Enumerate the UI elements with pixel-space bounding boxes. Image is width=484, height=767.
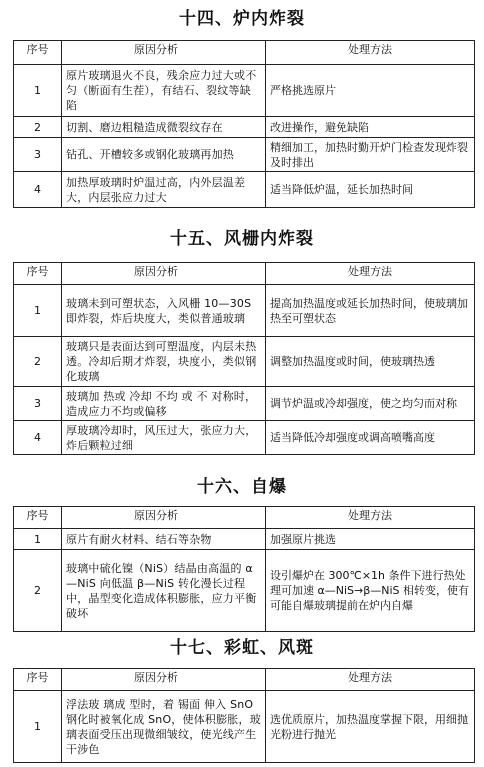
row-cause: 浮法玻 璃成 型时，着 锡面 伸入 SnO 钢化时被氧化成 SnO，使体积膨胀，玻璃表面受压出现微细皱纹，使光线产生干涉色 bbox=[62, 691, 266, 763]
row-number: 1 bbox=[14, 285, 62, 337]
row-cause: 原片有耐火材料、结石等杂物 bbox=[62, 529, 266, 550]
table-header-row bbox=[14, 507, 475, 529]
row-number: 1 bbox=[14, 65, 62, 117]
table-section-15 bbox=[13, 262, 475, 455]
row-number: 3 bbox=[14, 138, 62, 172]
header-no: 序号 bbox=[14, 507, 62, 529]
row-cause: 原片玻璃退火不良，残余应力过大或不匀（断面有生茬），有结石、裂纹等缺陷 bbox=[62, 65, 266, 117]
header-cause: 原因分析 bbox=[62, 41, 266, 65]
table-row bbox=[14, 172, 475, 208]
row-cause: 玻璃加 热或 冷却 不均 或 不 对称时，造成应力不均或偏移 bbox=[62, 387, 266, 421]
row-cause: 玻璃未到可塑状态，入风栅 10—30S 即炸裂，炸后块度大，类似普通玻璃 bbox=[62, 285, 266, 337]
header-cause: 原因分析 bbox=[62, 263, 266, 285]
row-cause: 玻璃只是表面达到可塑温度，内层未热透。冷却后期才炸裂，块度小，类似钢化玻璃 bbox=[62, 337, 266, 387]
table-row bbox=[14, 529, 475, 550]
row-number: 2 bbox=[14, 550, 62, 632]
row-method: 适当降低炉温，延长加热时间 bbox=[266, 172, 475, 208]
table-section-16 bbox=[13, 506, 475, 632]
row-method: 改进操作，避免缺陷 bbox=[266, 117, 475, 138]
row-method: 适当降低冷却强度或调高喷嘴高度 bbox=[266, 421, 475, 455]
row-cause: 玻璃中硫化镍（NiS）结晶由高温的 α—NiS 向低温 β—NiS 转化漫长过程中，晶型变化造成体积膨胀，应力平衡破坏 bbox=[62, 550, 266, 632]
row-cause: 钻孔、开槽较多或钢化玻璃再加热 bbox=[62, 138, 266, 172]
table-row bbox=[14, 65, 475, 117]
table-row bbox=[14, 138, 475, 172]
header-no: 序号 bbox=[14, 263, 62, 285]
section-title-17: 十七、彩虹、风斑 bbox=[170, 638, 314, 658]
row-cause: 厚玻璃冷却时，风压过大，张应力大，炸后颗粒过细 bbox=[62, 421, 266, 455]
row-cause: 加热厚玻璃时炉温过高，内外层温差大，内层张应力过大 bbox=[62, 172, 266, 208]
table-row bbox=[14, 117, 475, 138]
table-row bbox=[14, 285, 475, 337]
row-method: 设引爆炉在 300℃×1h 条件下进行热处理可加速 α—NiS→β—NiS 相转变，使有可能自爆玻璃提前在炉内自爆 bbox=[266, 550, 475, 632]
row-method: 精细加工，加热时勤开炉门检查发现炸裂及时排出 bbox=[266, 138, 475, 172]
table-row bbox=[14, 550, 475, 632]
row-number: 1 bbox=[14, 691, 62, 763]
row-method: 严格挑选原片 bbox=[266, 65, 475, 117]
header-method: 处理方法 bbox=[266, 263, 475, 285]
row-number: 2 bbox=[14, 117, 62, 138]
table-row bbox=[14, 691, 475, 763]
table-row bbox=[14, 421, 475, 455]
row-method: 调节炉温或冷却强度，使之均匀而对称 bbox=[266, 387, 475, 421]
row-number: 2 bbox=[14, 337, 62, 387]
header-cause: 原因分析 bbox=[62, 507, 266, 529]
table-section-14 bbox=[13, 40, 475, 208]
row-method: 调整加热温度或时间，使玻璃热透 bbox=[266, 337, 475, 387]
row-method: 选优质原片，加热温度掌握下限，用细抛光粉进行抛光 bbox=[266, 691, 475, 763]
table-row bbox=[14, 387, 475, 421]
table-header-row bbox=[14, 41, 475, 65]
table-section-17 bbox=[13, 668, 475, 763]
row-number: 3 bbox=[14, 387, 62, 421]
row-cause: 切割、磨边粗糙造成微裂纹存在 bbox=[62, 117, 266, 138]
header-cause: 原因分析 bbox=[62, 669, 266, 691]
header-method: 处理方法 bbox=[266, 507, 475, 529]
row-number: 4 bbox=[14, 421, 62, 455]
section-title-14: 十四、炉内炸裂 bbox=[179, 9, 305, 29]
table-header-row bbox=[14, 669, 475, 691]
header-method: 处理方法 bbox=[266, 669, 475, 691]
header-no: 序号 bbox=[14, 41, 62, 65]
row-method: 加强原片挑选 bbox=[266, 529, 475, 550]
section-title-16: 十六、自爆 bbox=[197, 477, 287, 497]
header-method: 处理方法 bbox=[266, 41, 475, 65]
section-title-15: 十五、风栅内炸裂 bbox=[170, 229, 314, 249]
row-number: 4 bbox=[14, 172, 62, 208]
row-number: 1 bbox=[14, 529, 62, 550]
header-no: 序号 bbox=[14, 669, 62, 691]
table-header-row bbox=[14, 263, 475, 285]
row-method: 提高加热温度或延长加热时间，使玻璃加热至可塑状态 bbox=[266, 285, 475, 337]
table-row bbox=[14, 337, 475, 387]
